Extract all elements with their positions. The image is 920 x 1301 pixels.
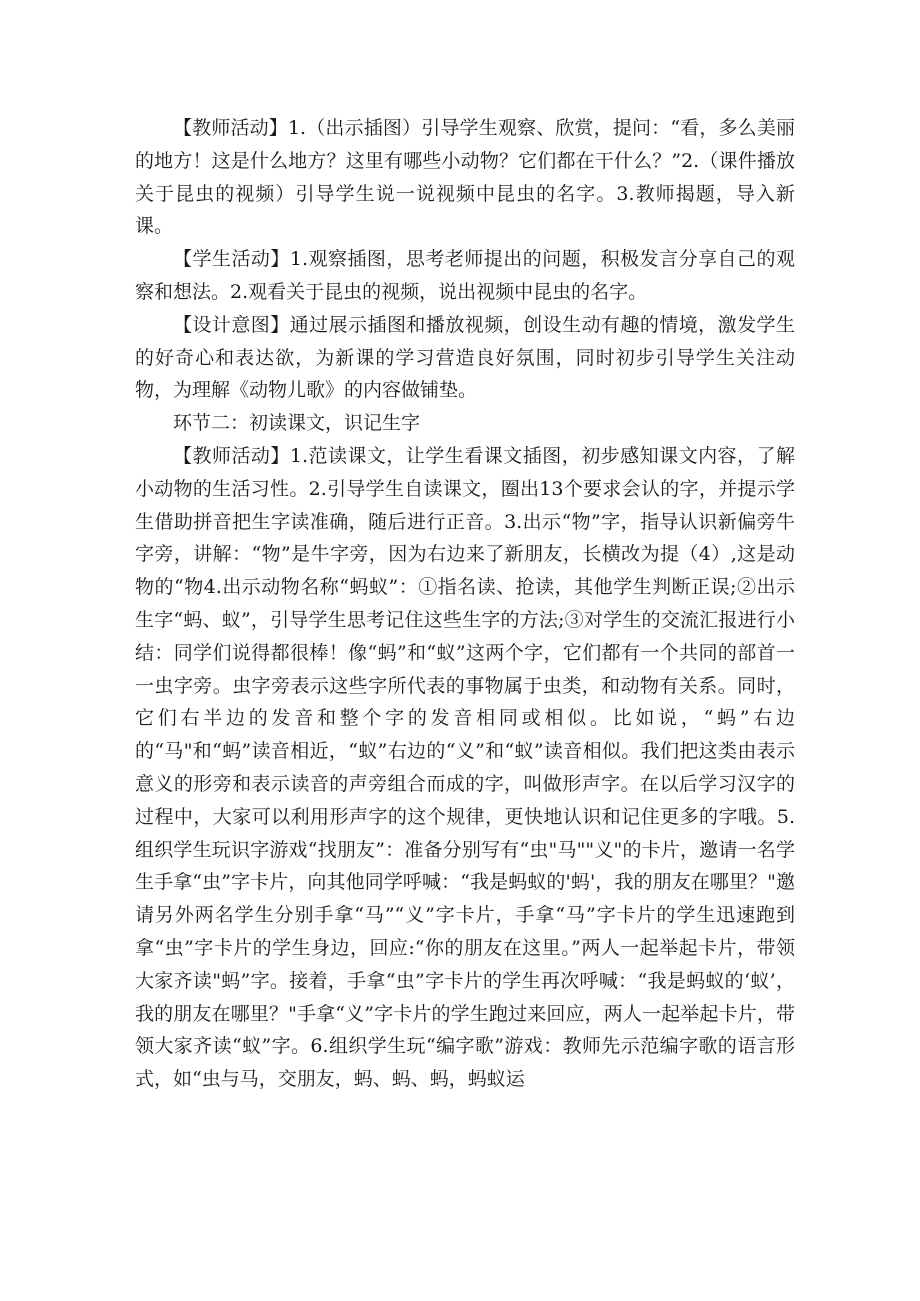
teacher-activity-paragraph: 【教师活动】1.（出示插图）引导学生观察、欣赏，提问：“看，多么美丽的地方！这是什么地方？这里有哪些小动物？它们都在干什么？”2.（课件播放关于昆虫的视频）引导学生说一说视频中昆虫的名字。3.教师揭题，导入新课。 <box>135 117 795 238</box>
section-heading: 环节二：初读课文，识记生字 <box>173 412 421 435</box>
student-activity-paragraph: 【学生活动】1.观察插图，思考老师提出的问题，积极发言分享自己的观察和想法。2.观看关于昆虫的视频，说出视频中昆虫的名字。 <box>135 248 795 303</box>
design-intent-paragraph: 【设计意图】通过展示插图和播放视频，创设生动有趣的情境，激发学生的好奇心和表达欲，为新课的学习营造良好氛围，同时初步引导学生关注动物，为理解《动物儿歌》的内容做铺垫。 <box>135 313 795 402</box>
document-body <box>135 112 795 1096</box>
teacher-activity-paragraph-2: 【教师活动】1.范读课文，让学生看课文插图，初步感知课文内容，了解小动物的生活习性。2.引导学生自读课文，圈出13个要求会认的字，并提示学生借助拼音把生字读准确，随后进行正音。3.出示“物”字，指导认识新偏旁牛字旁，讲解：“物”是牛字旁，因为右边来了新朋友，长横改为提（4）,这是动物的“物4.出示动物名称“蚂蚁”：①指名读、抢读，其他学生判断正误;②出示生字“蚂、蚁”，引导学生思考记住这些生字的方法;③对学生的交流汇报进行小结：同学们说得都很棒！像“蚂”和“蚁”这两个字，它们都有一个共同的部首一一虫字旁。虫字旁表示这些字所代表的事物属于虫类，和动物有关系。同时，它们右半边的发音和整个字的发音相同或相似。比如说，“蚂”右边的“马"和“蚂”读音相近，“蚁”右边的“义”和“蚁”读音相似。我们把这类由表示意义的形旁和表示读音的声旁组合而成的字，叫做形声字。在以后学习汉字的过程中，大家可以利用形声字的这个规律，更快地认识和记住更多的字哦。5.组织学生玩识字游戏“找朋友”：准备分别写有“虫"马""义"的卡片，邀请一名学生手拿“虫”字卡片，向其他同学呼喊：“我是蚂蚁的'蚂'，我的朋友在哪里？"邀请另外两名学生分别手拿“马”“义”字卡片，手拿“马”字卡片的学生迅速跑到拿“虫”字卡片的学生身边，回应:“你的朋友在这里。”两人一起举起卡片，带领大家齐读"蚂”字。接着，手拿“虫”字卡片的学生再次呼喊：“我是蚂蚁的‘蚁’，我的朋友在哪里？"手拿“义”字卡片的学生跑过来回应，两人一起举起卡片，带领大家齐读“蚁”字。6.组织学生玩“编字歌”游戏：教师先示范编字歌的语言形式，如“虫与马，交朋友，蚂、蚂、蚂，蚂蚁运 <box>135 444 795 1091</box>
